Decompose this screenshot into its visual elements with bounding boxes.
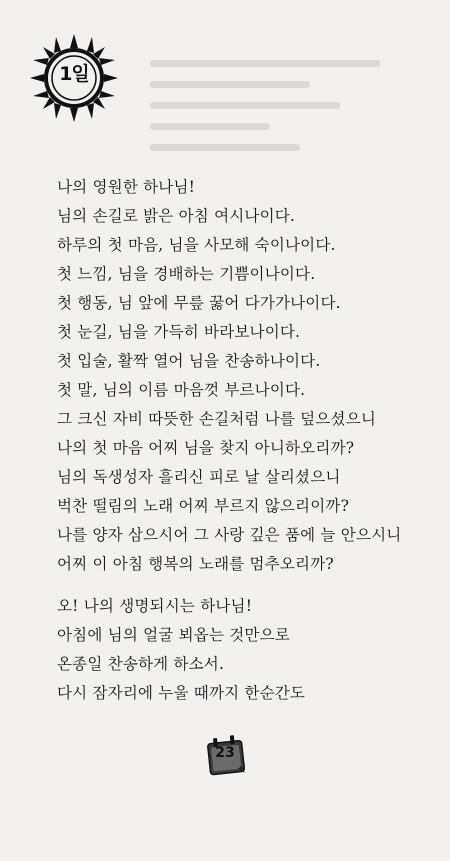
poem-line: 첫 느낌, 님을 경배하는 기쁨이나이다. bbox=[57, 265, 316, 283]
page-number: 23 bbox=[215, 745, 235, 761]
poem-line: 그 크신 자비 따뜻한 손길처럼 나를 덮으셨으니 bbox=[57, 410, 377, 428]
poem-line: 첫 눈길, 님을 가득히 바라보나이다. bbox=[57, 323, 301, 341]
poem-line: 다시 잠자리에 누울 때까지 한순간도 bbox=[57, 684, 306, 702]
poem-line: 벅찬 떨림의 노래 어찌 부르지 않으리이까? bbox=[57, 497, 350, 515]
poem-line: 첫 말, 님의 이름 마음껏 부르나이다. bbox=[57, 381, 306, 399]
poem-line: 나의 영원한 하나님! bbox=[57, 178, 196, 196]
poem-line: 나의 첫 마음 어찌 님을 찾지 아니하오리까? bbox=[57, 439, 355, 457]
poem-line: 첫 입술, 활짝 열어 님을 찬송하나이다. bbox=[57, 352, 321, 370]
poem-line: 어찌 이 아침 행복의 노래를 멈추오리까? bbox=[57, 555, 334, 573]
poem-line: 하루의 첫 마음, 님을 사모해 숙이나이다. bbox=[57, 236, 336, 254]
poem-line: 님의 손길로 밝은 아침 여시나이다. bbox=[57, 207, 296, 225]
day-label: 1일 bbox=[59, 63, 89, 85]
poem-stanza-1 bbox=[57, 173, 427, 579]
poem-line: 님의 독생성자 흘리신 피로 날 살리셨으니 bbox=[57, 468, 341, 486]
poem-line: 아침에 님의 얼굴 뵈옵는 것만으로 bbox=[57, 626, 290, 644]
poem-line: 첫 행동, 님 앞에 무릎 꿇어 다가가나이다. bbox=[57, 294, 341, 312]
poem-line: 나를 양자 삼으시어 그 사랑 깊은 품에 늘 안으시니 bbox=[57, 526, 402, 544]
poem-stanza-2 bbox=[57, 592, 427, 708]
poem-line: 온종일 찬송하게 하소서. bbox=[57, 655, 225, 673]
poem-line: 오! 나의 생명되시는 하나님! bbox=[57, 597, 253, 615]
